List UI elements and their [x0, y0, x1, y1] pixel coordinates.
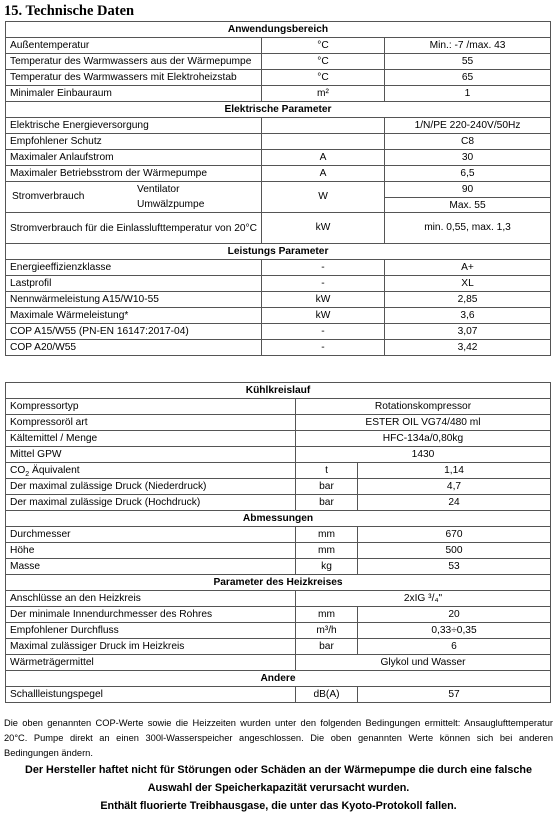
table-row: [6, 340, 551, 356]
row-unit: kg: [296, 559, 358, 575]
row-unit: A: [262, 150, 385, 166]
einlass-unit: kW: [262, 213, 385, 244]
row-unit: m²: [262, 86, 385, 102]
row-unit: A: [262, 166, 385, 182]
technical-data-table: [5, 21, 551, 356]
row-value: 0,33÷0,35: [358, 623, 551, 639]
row-label: Temperatur des Warmwassers mit Elektroheizstab: [6, 70, 262, 86]
row-label: Wärmeträgermittel: [6, 655, 296, 671]
row-value: 1/N/PE 220-240V/50Hz: [385, 118, 551, 134]
stromverbrauch-label: Stromverbrauch: [12, 191, 85, 202]
row-unit: mm: [296, 527, 358, 543]
row-label: Maximaler Anlaufstrom: [6, 150, 262, 166]
row-unit: -: [262, 340, 385, 356]
row-label: Elektrische Energieversorgung: [6, 118, 262, 134]
row-label: Außentemperatur: [6, 38, 262, 54]
table-row: [6, 447, 551, 463]
row-label: Minimaler Einbauraum: [6, 86, 262, 102]
row-unit: °C: [262, 54, 385, 70]
row-value: Rotationskompressor: [296, 399, 551, 415]
table-row: [6, 118, 551, 134]
row-unit: dB(A): [296, 687, 358, 703]
table-row: [6, 431, 551, 447]
section-title-kuehl: Kühlkreislauf: [6, 383, 551, 399]
section-row: [6, 244, 551, 260]
table-row: [6, 543, 551, 559]
row-unit: -: [262, 260, 385, 276]
conditions-note: Die oben genannten COP-Werte sowie die Heizzeiten wurden unter den folgenden Bedingungen ermittelt: Ansauglufttemperatur 20°C. Pumpe direkt an einen 300l-Wasserspeicher angeschlossen. Die oben genannten Werte können sich bei anderen Bedingungen ändern.: [4, 718, 553, 758]
row-value: 2xIG ³/₄": [296, 591, 551, 607]
row-label: Energieeffizienzklasse: [6, 260, 262, 276]
row-label: Masse: [6, 559, 296, 575]
row-value: HFC-134a/0,80kg: [296, 431, 551, 447]
row-unit: mm: [296, 543, 358, 559]
row-label: Der maximal zulässige Druck (Niederdruck): [6, 479, 296, 495]
row-label: Der maximal zulässige Druck (Hochdruck): [6, 495, 296, 511]
row-value: 65: [385, 70, 551, 86]
table-row: [6, 308, 551, 324]
row-value: 3,6: [385, 308, 551, 324]
row-value: A+: [385, 260, 551, 276]
table-row: [6, 623, 551, 639]
row-value: 57: [358, 687, 551, 703]
row-unit: bar: [296, 495, 358, 511]
row-label: Lastprofil: [6, 276, 262, 292]
row-label: Maximal zulässiger Druck im Heizkreis: [6, 639, 296, 655]
stromverbrauch-value-pumpe: Max. 55: [449, 200, 486, 211]
row-label: Schallleistungspegel: [6, 687, 296, 703]
table-row: [6, 276, 551, 292]
row-unit: m³/h: [296, 623, 358, 639]
row-value: 6,5: [385, 166, 551, 182]
row-value: C8: [385, 134, 551, 150]
row-unit: mm: [296, 607, 358, 623]
einlass-label: Stromverbrauch für die Einlasslufttemperatur von 20°C: [6, 213, 262, 244]
row-value: 55: [385, 54, 551, 70]
stromverbrauch-values: [385, 182, 551, 213]
table-row: [6, 134, 551, 150]
row-unit: [262, 118, 385, 134]
row-unit: bar: [296, 479, 358, 495]
row-label: COP A15/W55 (PN-EN 16147:2017-04): [6, 324, 262, 340]
co2-value: 1,14: [358, 463, 551, 479]
row-label: Empfohlener Schutz: [6, 134, 262, 150]
row-label: Anschlüsse an den Heizkreis: [6, 591, 296, 607]
table-row: [6, 324, 551, 340]
row-label: Maximaler Betriebsstrom der Wärmepumpe: [6, 166, 262, 182]
section-title-anwendung: Anwendungsbereich: [6, 22, 551, 38]
section-row: [6, 102, 551, 118]
section-row: [6, 22, 551, 38]
row-label: COP A20/W55: [6, 340, 262, 356]
stromverbrauch-sub-ventilator: Ventilator: [137, 184, 180, 195]
row-value: 1: [385, 86, 551, 102]
row-unit: kW: [262, 308, 385, 324]
table-row: [6, 150, 551, 166]
table-row-co2: [6, 463, 551, 479]
table-row: [6, 399, 551, 415]
row-value: ESTER OIL VG74/480 ml: [296, 415, 551, 431]
row-unit: °C: [262, 38, 385, 54]
section-heading: 15. Technische Daten: [4, 3, 135, 19]
row-label: Höhe: [6, 543, 296, 559]
table-row: [6, 655, 551, 671]
section-row: [6, 383, 551, 399]
row-unit: °C: [262, 70, 385, 86]
table-row: [6, 527, 551, 543]
table-row: [6, 607, 551, 623]
row-value: 30: [385, 150, 551, 166]
section-row: [6, 575, 551, 591]
stromverbrauch-sub-pumpe: Umwälzpumpe: [137, 199, 205, 210]
row-value: 53: [358, 559, 551, 575]
refrigerant-data-table: [5, 382, 551, 703]
table-row: [6, 495, 551, 511]
row-value: 670: [358, 527, 551, 543]
table-row: [6, 415, 551, 431]
fluorinated-gas-notice: Enthält fluorierte Treibhausgase, die unter das Kyoto-Protokoll fallen.: [100, 800, 457, 812]
row-unit: -: [262, 276, 385, 292]
section-title-andere: Andere: [6, 671, 551, 687]
row-value: 500: [358, 543, 551, 559]
section-title-abmessungen: Abmessungen: [6, 511, 551, 527]
section-title-elektrisch: Elektrische Parameter: [6, 102, 551, 118]
row-value: 4,7: [358, 479, 551, 495]
row-unit: -: [262, 324, 385, 340]
co2-label: $CO_2$ Äquivalent: [6, 463, 296, 479]
stromverbrauch-unit: W: [262, 182, 385, 213]
row-value: XL: [385, 276, 551, 292]
row-value: 3,42: [385, 340, 551, 356]
table-row: [6, 292, 551, 308]
row-value: Min.: -7 /max. 43: [385, 38, 551, 54]
table-row: [6, 260, 551, 276]
row-value: 3,07: [385, 324, 551, 340]
table-row-stromverbrauch: [6, 182, 551, 213]
table-row: [6, 591, 551, 607]
row-label: Maximale Wärmeleistung*: [6, 308, 262, 324]
row-value: 2,85: [385, 292, 551, 308]
stromverbrauch-value-ventilator: 90: [385, 182, 550, 198]
row-value: 24: [358, 495, 551, 511]
liability-disclaimer: Der Hersteller haftet nicht für Störungen oder Schäden an der Wärmepumpe die durch eine falsche Auswahl der Speicherkapazität verursacht wurden.: [25, 764, 532, 794]
section-row: [6, 671, 551, 687]
table-row: [6, 86, 551, 102]
stromverbrauch-label-cell: [6, 182, 262, 213]
row-label: Kompressoröl art: [6, 415, 296, 431]
row-label: Der minimale Innendurchmesser des Rohres: [6, 607, 296, 623]
row-value: 6: [358, 639, 551, 655]
row-label: Durchmesser: [6, 527, 296, 543]
row-label: Kompressortyp: [6, 399, 296, 415]
row-unit: kW: [262, 292, 385, 308]
row-label: Nennwärmeleistung A15/W10-55: [6, 292, 262, 308]
row-value: 20: [358, 607, 551, 623]
table-row: [6, 54, 551, 70]
row-label: Kältemittel / Menge: [6, 431, 296, 447]
disclaimer-block: [4, 761, 553, 815]
section-title-heizkreis: Parameter des Heizkreises: [6, 575, 551, 591]
table-row: [6, 70, 551, 86]
row-value: Glykol und Wasser: [296, 655, 551, 671]
row-unit: bar: [296, 639, 358, 655]
row-label: Empfohlener Durchfluss: [6, 623, 296, 639]
table-row: [6, 639, 551, 655]
table-row: [6, 479, 551, 495]
einlass-value: min. 0,55, max. 1,3: [385, 213, 551, 244]
co2-unit: t: [296, 463, 358, 479]
table-row: [6, 166, 551, 182]
section-row: [6, 511, 551, 527]
row-label: Temperatur des Warmwassers aus der Wärmepumpe: [6, 54, 262, 70]
row-label: Mittel GPW: [6, 447, 296, 463]
row-value: 1430: [296, 447, 551, 463]
table-row: [6, 38, 551, 54]
table-row: [6, 687, 551, 703]
section-title-leistung: Leistungs Parameter: [6, 244, 551, 260]
table-row: [6, 559, 551, 575]
row-unit: [262, 134, 385, 150]
table-row-einlass: [6, 213, 551, 244]
